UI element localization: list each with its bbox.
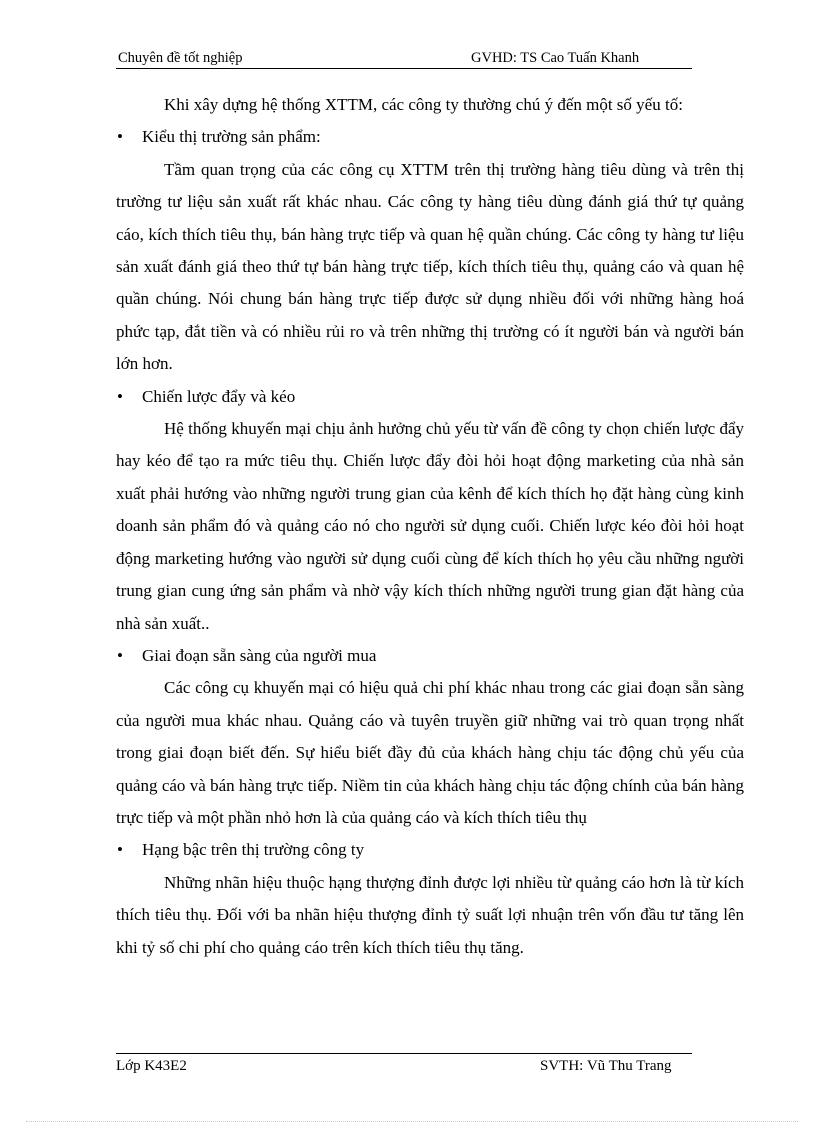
document-body [116,89,744,964]
bullet-icon: • [117,386,123,406]
bullet-icon: • [117,840,123,860]
header-supervisor: GVHD: TS Cao Tuấn Khanh [471,50,640,66]
bullet-heading-push-pull [116,381,744,413]
footer-divider [116,1053,692,1054]
paragraph-market-rank: Những nhãn hiệu thuộc hạng thượng đỉnh được lợi nhiều từ quảng cáo hơn là từ kích thích tiêu thụ. Đối với ba nhãn hiệu thượng đỉnh tỷ suất lợi nhuận trên vốn đầu tư tăng lên khi tỷ số chi phí cho quảng cáo trên kích thích tiêu thụ tăng. [116,872,744,957]
bullet-icon: • [117,645,123,665]
paragraph-intro: Khi xây dựng hệ thống XTTM, các công ty thường chú ý đến một số yếu tố: [164,95,683,114]
bullet-heading-market-rank [116,834,744,866]
paragraph-market-type: Tầm quan trọng của các công cụ XTTM trên thị trường hàng tiêu dùng và trên thị trường tư liệu sản xuất rất khác nhau. Các công ty hàng tiêu dùng đánh giá thứ tự quảng cáo, kích thích tiêu thụ, bán hàng trực tiếp và quan hệ quần chúng. Các công ty hàng tư liệu sản xuất đánh giá theo thứ tự bán hàng trực tiếp, kích thích tiêu thụ, quảng cáo và quan hệ quần chúng. Nói chung bán hàng trực tiếp được sử dụng nhiều đối với những hàng hoá phức tạp, đắt tiền và có nhiều rủi ro và trên những thị trường có ít người bán và người bán lớn hơn. [116,159,744,374]
footer-class: Lớp K43E2 [116,1058,187,1074]
bullet-heading-market-type [116,121,744,153]
bullet-heading-text: Kiểu thị trường sản phẩm: [142,127,321,147]
bullet-heading-text: Hạng bậc trên thị trường công ty [142,840,365,860]
paragraph-push-pull: Hệ thống khuyến mại chịu ảnh hưởng chủ yếu từ vấn đề công ty chọn chiến lược đẩy hay kéo để tạo ra mức tiêu thụ. Chiến lược đẩy đòi hỏi hoạt động marketing của nhà sản xuất phải hướng vào những người trung gian của kênh để kích thích họ đặt hàng cùng kinh doanh sản phẩm đó và quảng cáo nó cho người sử dụng cuối. Chiến lược kéo đòi hỏi hoạt động marketing hướng vào người sử dụng cuối cùng để kích thích họ yêu cầu những người trung gian cung ứng sản phẩm và nhờ vậy kích thích những người trung gian đặt hàng của nhà sản xuất.. [116,419,744,633]
footer-student: SVTH: Vũ Thu Trang [540,1058,672,1074]
bullet-heading-text: Giai đoạn sẵn sàng của người mua [142,645,377,665]
bullet-icon: • [117,127,123,147]
bullet-heading-buyer-readiness [116,640,744,672]
page-header [116,48,692,69]
bullet-heading-text: Chiến lược đẩy và kéo [142,386,296,406]
header-title: Chuyên đề tốt nghiệp [118,50,243,66]
page-bottom-edge [26,1121,798,1122]
paragraph-buyer-readiness: Các công cụ khuyến mại có hiệu quả chi phí khác nhau trong các giai đoạn sẵn sàng của người mua khác nhau. Quảng cáo và tuyên truyền giữ những vai trò quan trọng nhất trong giai đoạn biết đến. Sự hiểu biết đầy đủ của khách hàng chịu tác động chủ yếu của quảng cáo và bán hàng trực tiếp. Niềm tin của khách hàng chịu tác động chính của bán hàng trực tiếp và một phần nhỏ hơn là của quảng cáo và kích thích tiêu thụ [116,678,744,827]
